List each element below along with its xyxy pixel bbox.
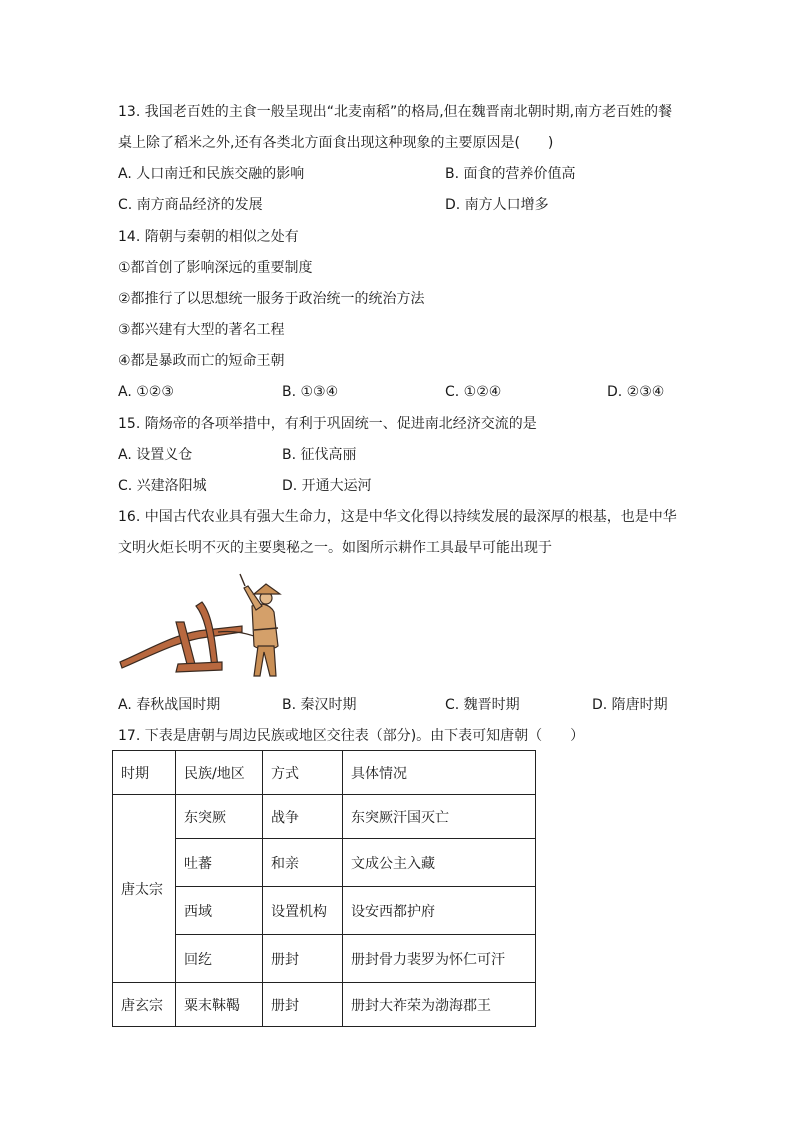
header-method: 方式 (263, 751, 343, 795)
cell-method: 战争 (263, 795, 343, 839)
figure-legs (254, 646, 276, 676)
ploughing-figure-illustration (118, 572, 290, 680)
table-row (113, 795, 536, 839)
q13-option-b[interactable]: B. 面食的营养价值高 (445, 166, 576, 182)
cell-method: 设置机构 (263, 887, 343, 935)
q14-item-3: ③都兴建有大型的著名工程 (118, 322, 285, 338)
q15-stem: 15. 隋炀帝的各项举措中，有利于巩固统一、促进南北经济交流的是 (118, 416, 537, 432)
q13-stem-line-2: 桌上除了稻米之外,还有各类北方面食出现这种现象的主要原因是( ) (118, 135, 554, 151)
q13-stem-line-1: 13. 我国老百姓的主食一般呈现出“北麦南稻”的格局,但在魏晋南北朝时期,南方老百姓的餐 (118, 104, 673, 120)
q16-stem-line-2: 文明火炬长明不灭的主要奥秘之一。如图所示耕作工具最早可能出现于 (118, 540, 552, 556)
cell-details: 东突厥汗国灭亡 (343, 795, 536, 839)
q13-option-c[interactable]: C. 南方商品经济的发展 (118, 197, 263, 213)
q16-option-d[interactable]: D. 隋唐时期 (592, 697, 668, 713)
cell-region: 回纥 (176, 935, 263, 983)
q16-option-b[interactable]: B. 秦汉时期 (282, 697, 357, 713)
q14-option-a[interactable]: A. ①②③ (118, 384, 174, 400)
cell-region: 西域 (176, 887, 263, 935)
header-period: 时期 (113, 751, 176, 795)
cell-details: 文成公主入藏 (343, 839, 536, 887)
table-header-row (113, 751, 536, 795)
cell-method: 册封 (263, 935, 343, 983)
cell-details: 设安西都护府 (343, 887, 536, 935)
cell-period-taizong: 唐太宗 (113, 795, 176, 983)
q14-item-1: ①都首创了影响深远的重要制度 (118, 260, 313, 276)
cell-region: 吐蕃 (176, 839, 263, 887)
plough-share (176, 662, 222, 672)
table-row (113, 839, 536, 887)
cell-region: 东突厥 (176, 795, 263, 839)
cell-details: 册封大祚荣为渤海郡王 (343, 983, 536, 1027)
q14-item-4: ④都是暴政而亡的短命王朝 (118, 353, 285, 369)
cell-method: 册封 (263, 983, 343, 1027)
table-row (113, 983, 536, 1027)
q15-option-b[interactable]: B. 征伐高丽 (282, 447, 357, 463)
cell-method: 和亲 (263, 839, 343, 887)
header-details: 具体情况 (343, 751, 536, 795)
q16-option-a[interactable]: A. 春秋战国时期 (118, 697, 221, 713)
q14-stem: 14. 隋朝与秦朝的相似之处有 (118, 229, 299, 245)
plough-frame (176, 622, 196, 668)
table-row (113, 935, 536, 983)
tang-relations-table (112, 750, 536, 1027)
whip (240, 574, 245, 586)
q16-option-c[interactable]: C. 魏晋时期 (445, 697, 520, 713)
cell-details: 册封骨力裴罗为怀仁可汗 (343, 935, 536, 983)
header-ethnic-region: 民族/地区 (176, 751, 263, 795)
cell-period-xuanzong: 唐玄宗 (113, 983, 176, 1027)
q17-stem: 17. 下表是唐朝与周边民族或地区交往表（部分)。由下表可知唐朝（ ） (118, 728, 585, 744)
figure-hat (254, 584, 280, 594)
q14-option-d[interactable]: D. ②③④ (607, 384, 665, 400)
q13-option-a[interactable]: A. 人口南迁和民族交融的影响 (118, 166, 305, 182)
q15-option-c[interactable]: C. 兴建洛阳城 (118, 478, 207, 494)
q16-stem-line-1: 16. 中国古代农业具有强大生命力，这是中华文化得以持续发展的最深厚的根基，也是中华 (118, 509, 677, 525)
q14-option-b[interactable]: B. ①③④ (282, 384, 339, 400)
q15-option-d[interactable]: D. 开通大运河 (282, 478, 372, 494)
q14-item-2: ②都推行了以思想统一服务于政治统一的统治方法 (118, 291, 425, 307)
q14-option-c[interactable]: C. ①②④ (445, 384, 502, 400)
table-row (113, 887, 536, 935)
cell-region: 粟末靺鞨 (176, 983, 263, 1027)
q15-option-a[interactable]: A. 设置义仓 (118, 447, 193, 463)
q13-option-d[interactable]: D. 南方人口增多 (445, 197, 549, 213)
